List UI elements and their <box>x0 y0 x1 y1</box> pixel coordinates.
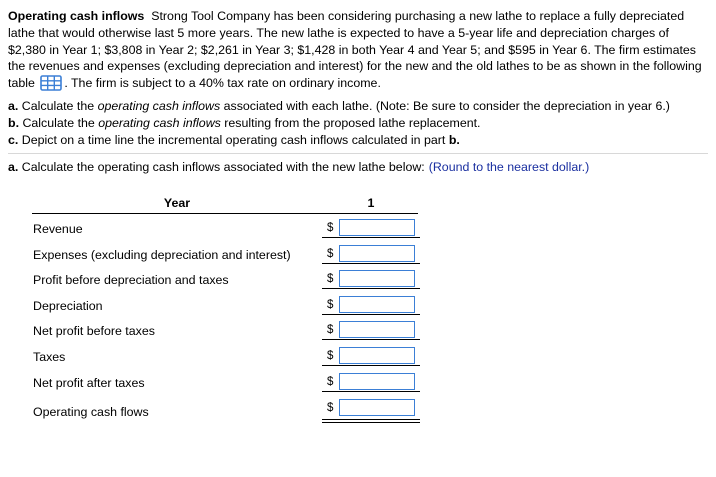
currency-symbol: $ <box>327 350 334 362</box>
row-underline <box>322 237 420 238</box>
problem-title: Operating cash inflows <box>8 9 145 23</box>
part-a-question <box>8 160 589 174</box>
taxes-input[interactable] <box>339 347 415 364</box>
row-label-net-profit-after-taxes: Net profit after taxes <box>33 376 145 390</box>
problem-intro-tail: . The firm is subject to a 40% tax rate on ordinary income. <box>64 76 381 91</box>
header-rule <box>32 213 418 214</box>
row-underline <box>322 391 420 392</box>
currency-symbol: $ <box>327 376 334 388</box>
currency-symbol: $ <box>327 222 334 234</box>
part-a-instruction: a. Calculate the operating cash inflows associated with each lathe. (Note: Be sure to consider the depreciation in year 6.) <box>8 98 670 113</box>
row-underline <box>322 314 420 315</box>
revenue-input[interactable] <box>339 219 415 236</box>
section-divider <box>8 153 708 154</box>
expenses-input[interactable] <box>339 245 415 262</box>
row-label-operating-cash-flows: Operating cash flows <box>33 405 149 419</box>
table-grid-icon[interactable] <box>40 75 62 91</box>
currency-symbol: $ <box>327 402 334 414</box>
row-label-net-profit-before-taxes: Net profit before taxes <box>33 324 155 338</box>
row-underline <box>322 263 420 264</box>
row-underline <box>322 288 420 289</box>
profit-before-dep-input[interactable] <box>339 270 415 287</box>
row-label-expenses: Expenses (excluding depreciation and interest) <box>33 248 291 262</box>
double-underline-bottom <box>322 422 420 423</box>
part-b-instruction: b. Calculate the operating cash inflows resulting from the proposed lathe replacement. <box>8 115 481 130</box>
row-underline <box>322 339 420 340</box>
problem-intro <box>8 8 708 92</box>
net-profit-after-taxes-input[interactable] <box>339 373 415 390</box>
part-a-label: a. <box>8 160 19 174</box>
operating-cash-flows-input[interactable] <box>339 399 415 416</box>
double-underline-top <box>322 419 420 420</box>
row-underline <box>322 365 420 366</box>
row-label-depreciation: Depreciation <box>33 299 103 313</box>
row-label-revenue: Revenue <box>33 222 83 236</box>
net-profit-before-taxes-input[interactable] <box>339 321 415 338</box>
round-note: (Round to the nearest dollar.) <box>428 160 590 174</box>
year-1-column-header: 1 <box>367 196 375 210</box>
part-c-instruction: c. Depict on a time line the incremental operating cash inflows calculated in part b. <box>8 132 460 147</box>
currency-symbol: $ <box>327 248 334 260</box>
row-label-taxes: Taxes <box>33 350 66 364</box>
currency-symbol: $ <box>327 299 334 311</box>
problem-intro-text: Strong Tool Company has been considering purchasing a new lathe to replace a fully depreciated lathe that would otherwise last 5 more years. The new lathe is expected to have a 5-year life and depreciation charges of $2,380 in Year 1; $3,808 in Year 2; $2,261 in Year 3; $1,428 in both Year 4 and Year 5; and $595 in Year 6. The firm estimates the revenues and expenses (excluding depreciation and interest) for the new and the old lathes to be as shown in the following table <box>8 9 702 91</box>
part-a-text: Calculate the operating cash inflows associated with the new lathe below: <box>21 160 425 174</box>
currency-symbol: $ <box>327 324 334 336</box>
depreciation-input[interactable] <box>339 296 415 313</box>
year-header: Year <box>163 196 191 210</box>
row-label-profit-before-dep: Profit before depreciation and taxes <box>33 273 229 287</box>
currency-symbol: $ <box>327 273 334 285</box>
problem-statement <box>8 8 708 148</box>
